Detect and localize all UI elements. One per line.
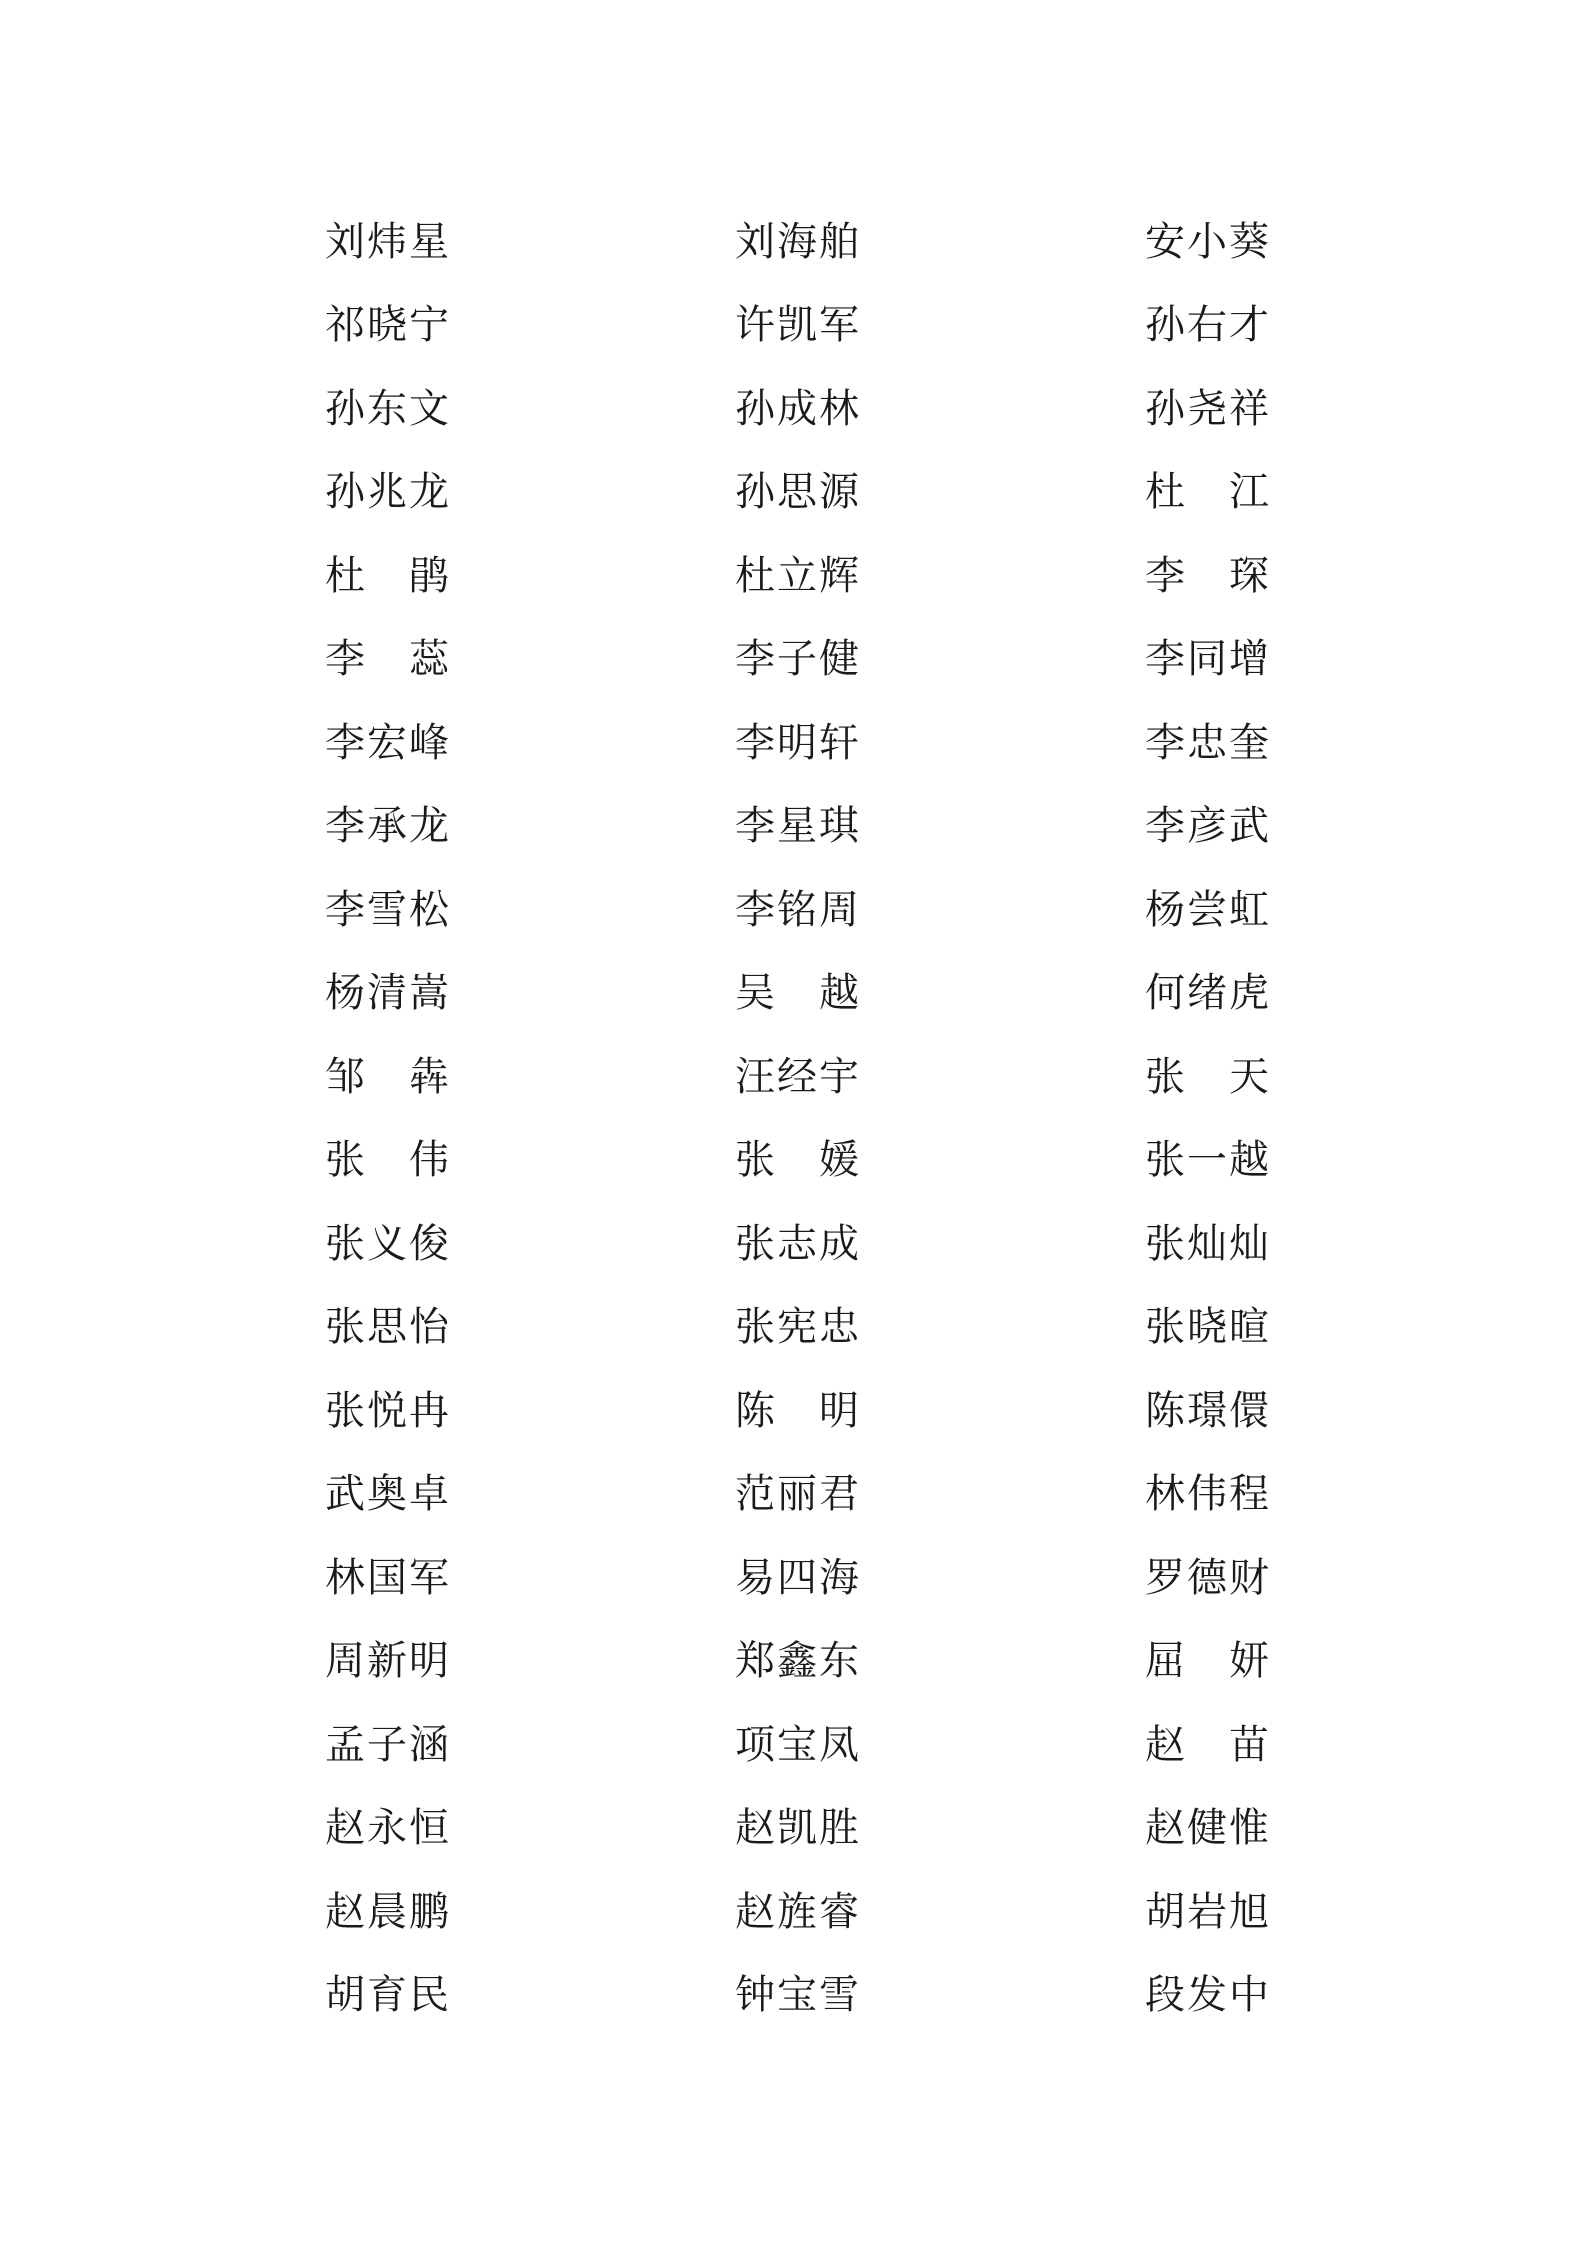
person-name: 张一越 (1145, 1137, 1271, 1184)
person-name: 屈 妍 (1145, 1638, 1271, 1685)
person-name: 杨尝虹 (1145, 886, 1271, 933)
person-name: 周新明 (325, 1638, 451, 1685)
person-name: 杜 江 (1145, 469, 1271, 516)
person-name: 吴 越 (735, 970, 861, 1017)
person-name: 赵晨鹏 (325, 1888, 451, 1935)
person-name: 赵 苗 (1145, 1721, 1271, 1768)
person-name: 祁晓宁 (325, 302, 451, 349)
person-name: 张宪忠 (735, 1304, 861, 1351)
person-name: 郑鑫东 (735, 1638, 861, 1685)
person-name: 张悦冉 (325, 1387, 451, 1434)
person-name: 李彦武 (1145, 803, 1271, 850)
person-name: 李 琛 (1145, 552, 1271, 599)
person-name: 李星琪 (735, 803, 861, 850)
person-name: 张思怡 (325, 1304, 451, 1351)
person-name: 杜立辉 (735, 552, 861, 599)
person-name: 孟子涵 (325, 1721, 451, 1768)
name-list (325, 200, 1271, 2037)
person-name: 刘海舶 (735, 218, 861, 265)
person-name: 张 媛 (735, 1137, 861, 1184)
person-name: 张志成 (735, 1220, 861, 1267)
person-name: 张 伟 (325, 1137, 451, 1184)
person-name: 李子健 (735, 636, 861, 683)
person-name: 张 天 (1145, 1053, 1271, 1100)
person-name: 邹 犇 (325, 1053, 451, 1100)
person-name: 杨清嵩 (325, 970, 451, 1017)
person-name: 安小葵 (1145, 218, 1271, 265)
person-name: 李雪松 (325, 886, 451, 933)
person-name: 赵健惟 (1145, 1805, 1271, 1852)
person-name: 刘炜星 (325, 218, 451, 265)
person-name: 李同增 (1145, 636, 1271, 683)
person-name: 何绪虎 (1145, 970, 1271, 1017)
person-name: 孙成林 (735, 385, 861, 432)
person-name: 孙右才 (1145, 302, 1271, 349)
person-name: 赵凯胜 (735, 1805, 861, 1852)
person-name: 孙东文 (325, 385, 451, 432)
person-name: 项宝凤 (735, 1721, 861, 1768)
person-name: 陈 明 (735, 1387, 861, 1434)
person-name: 易四海 (735, 1554, 861, 1601)
person-name: 李宏峰 (325, 719, 451, 766)
person-name: 李承龙 (325, 803, 451, 850)
person-name: 孙尧祥 (1145, 385, 1271, 432)
person-name: 孙兆龙 (325, 469, 451, 516)
person-name: 陈璟儇 (1145, 1387, 1271, 1434)
person-name: 赵旌睿 (735, 1888, 861, 1935)
person-name: 张义俊 (325, 1220, 451, 1267)
person-name: 赵永恒 (325, 1805, 451, 1852)
person-name: 罗德财 (1145, 1554, 1271, 1601)
person-name: 汪经宇 (735, 1053, 861, 1100)
person-name: 武奥卓 (325, 1471, 451, 1518)
person-name: 李铭周 (735, 886, 861, 933)
person-name: 胡育民 (325, 1972, 451, 2019)
person-name: 李忠奎 (1145, 719, 1271, 766)
person-name: 范丽君 (735, 1471, 861, 1518)
person-name: 孙思源 (735, 469, 861, 516)
person-name: 林伟程 (1145, 1471, 1271, 1518)
person-name: 林国军 (325, 1554, 451, 1601)
person-name: 胡岩旭 (1145, 1888, 1271, 1935)
person-name: 李明轩 (735, 719, 861, 766)
person-name: 段发中 (1145, 1972, 1271, 2019)
person-name: 张灿灿 (1145, 1220, 1271, 1267)
person-name: 李 蕊 (325, 636, 451, 683)
person-name: 杜 鹃 (325, 552, 451, 599)
person-name: 张晓暄 (1145, 1304, 1271, 1351)
person-name: 许凯军 (735, 302, 861, 349)
person-name: 钟宝雪 (735, 1972, 861, 2019)
